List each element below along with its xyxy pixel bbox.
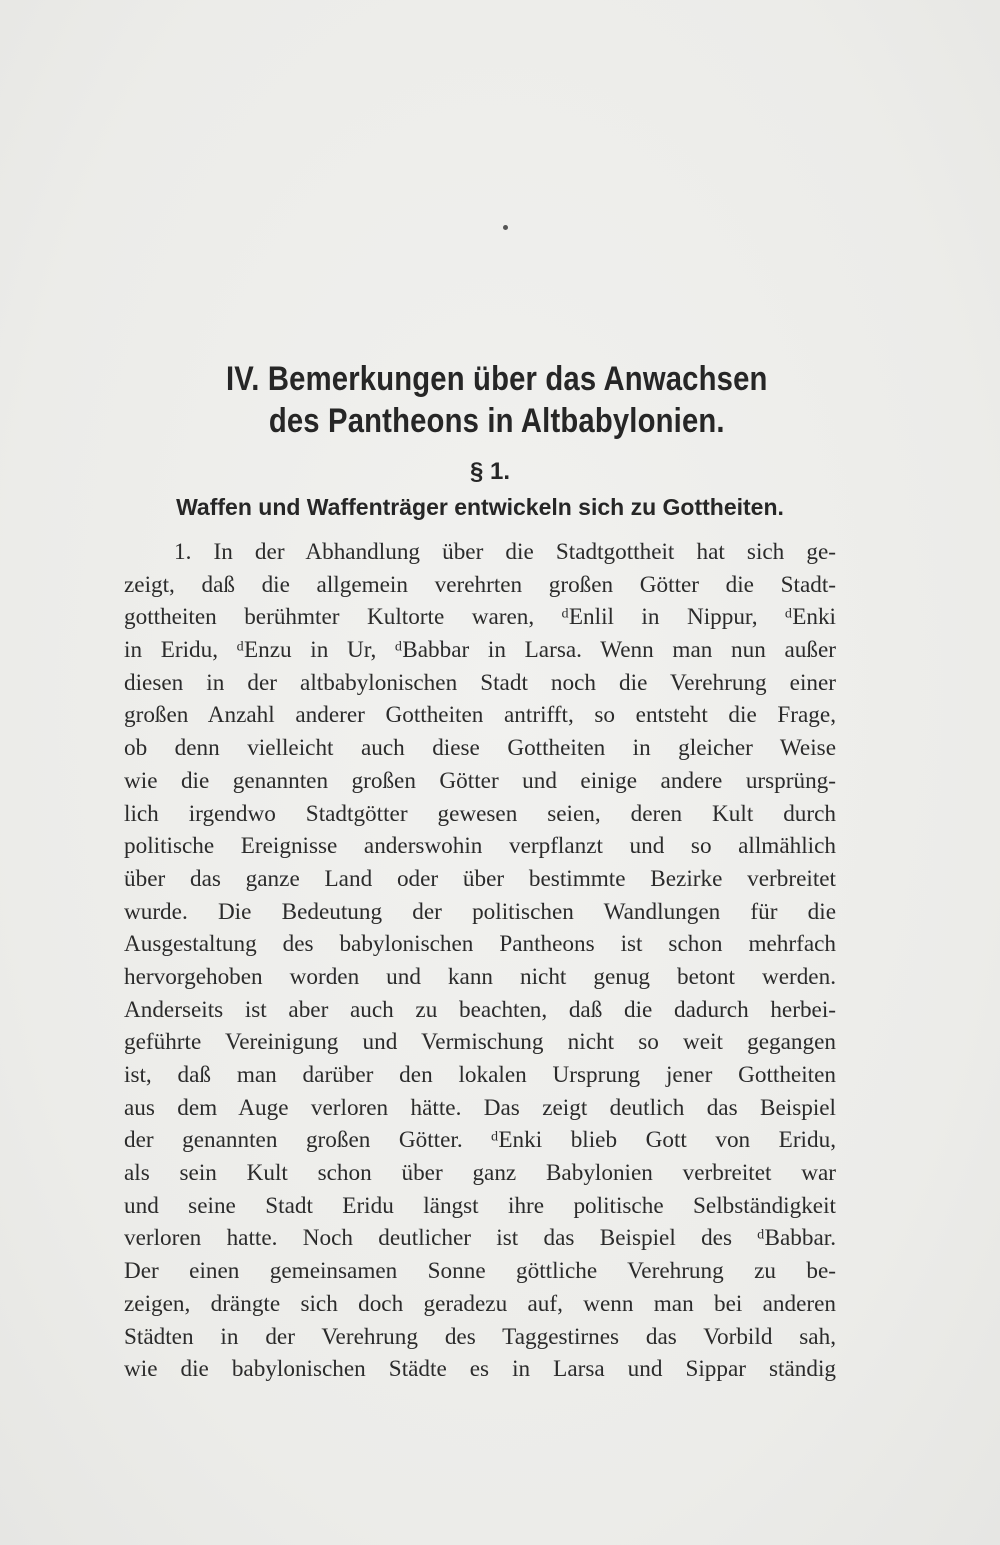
text-line: Ausgestaltung des babylonischen Pantheons ist schon mehrfach [124, 931, 836, 958]
text-line: zeigt, daß die allgemein verehrten großen Götter die Stadt- [124, 571, 836, 598]
text-line: gottheiten berühmter Kultorte waren, ᵈEnlil in Nippur, ᵈEnki [124, 604, 836, 631]
text-line: 1. In der Abhandlung über die Stadtgottheit hat sich ge- [174, 539, 836, 565]
text-line: politische Ereignisse anderswohin verpflanzt und so allmählich [124, 833, 836, 860]
text-line: ist, daß man darüber den lokalen Ursprung jener Gottheiten [124, 1062, 836, 1088]
body-paragraph [124, 536, 836, 1386]
text-line: geführte Vereinigung und Vermischung nicht so weit gegangen [124, 1029, 836, 1056]
text-line: aus dem Auge verloren hätte. Das zeigt deutlich das Beispiel [124, 1094, 836, 1121]
text-line: der genannten großen Götter. ᵈEnki blieb Gott von Eridu, [124, 1127, 836, 1154]
text-line: verloren hatte. Noch deutlicher ist das Beispiel des ᵈBabbar. [124, 1225, 836, 1252]
text-line: Städten in der Verehrung des Taggestirnes das Vorbild sah, [124, 1323, 836, 1350]
text-line: in Eridu, ᵈEnzu in Ur, ᵈBabbar in Larsa. Wenn man nun außer [124, 637, 836, 664]
chapter-title-line-2: des Pantheons in Altbabylonien. [268, 402, 725, 440]
text-line: wurde. Die Bedeutung der politischen Wandlungen für die [124, 898, 836, 925]
section-number: § 1. [469, 458, 511, 485]
text-line: über das ganze Land oder über bestimmte Bezirke verbreitet [124, 865, 836, 892]
text-line: lich irgendwo Stadtgötter gewesen seien, deren Kult durch [124, 800, 836, 827]
text-line: hervorgehoben worden und kann nicht genug betont werden. [124, 963, 836, 990]
section-heading: Waffen und Waffenträger entwickeln sich zu Gottheiten. [176, 494, 784, 520]
print-speck [503, 225, 508, 230]
text-line: Der einen gemeinsamen Sonne göttliche Verehrung zu be- [124, 1258, 836, 1285]
text-line: als sein Kult schon über ganz Babylonien verbreitet war [124, 1160, 836, 1187]
text-line: zeigen, drängte sich doch geradezu auf, wenn man bei anderen [124, 1290, 836, 1317]
text-line: großen Anzahl anderer Gottheiten antrifft, so entsteht die Frage, [124, 702, 836, 729]
text-line: ob denn vielleicht auch diese Gottheiten in gleicher Weise [124, 735, 836, 762]
text-line: wie die genannten großen Götter und einige andere ursprüng- [124, 767, 836, 794]
text-line: wie die babylonischen Städte es in Larsa und Sippar ständig [124, 1356, 836, 1383]
chapter-title-line-1: IV. Bemerkungen über das Anwachsen [226, 360, 768, 398]
text-line: und seine Stadt Eridu längst ihre politische Selbständigkeit [124, 1192, 836, 1219]
text-line: Anderseits ist aber auch zu beachten, daß die dadurch herbei- [124, 996, 836, 1023]
text-line: diesen in der altbabylonischen Stadt noch die Verehrung einer [124, 669, 836, 696]
